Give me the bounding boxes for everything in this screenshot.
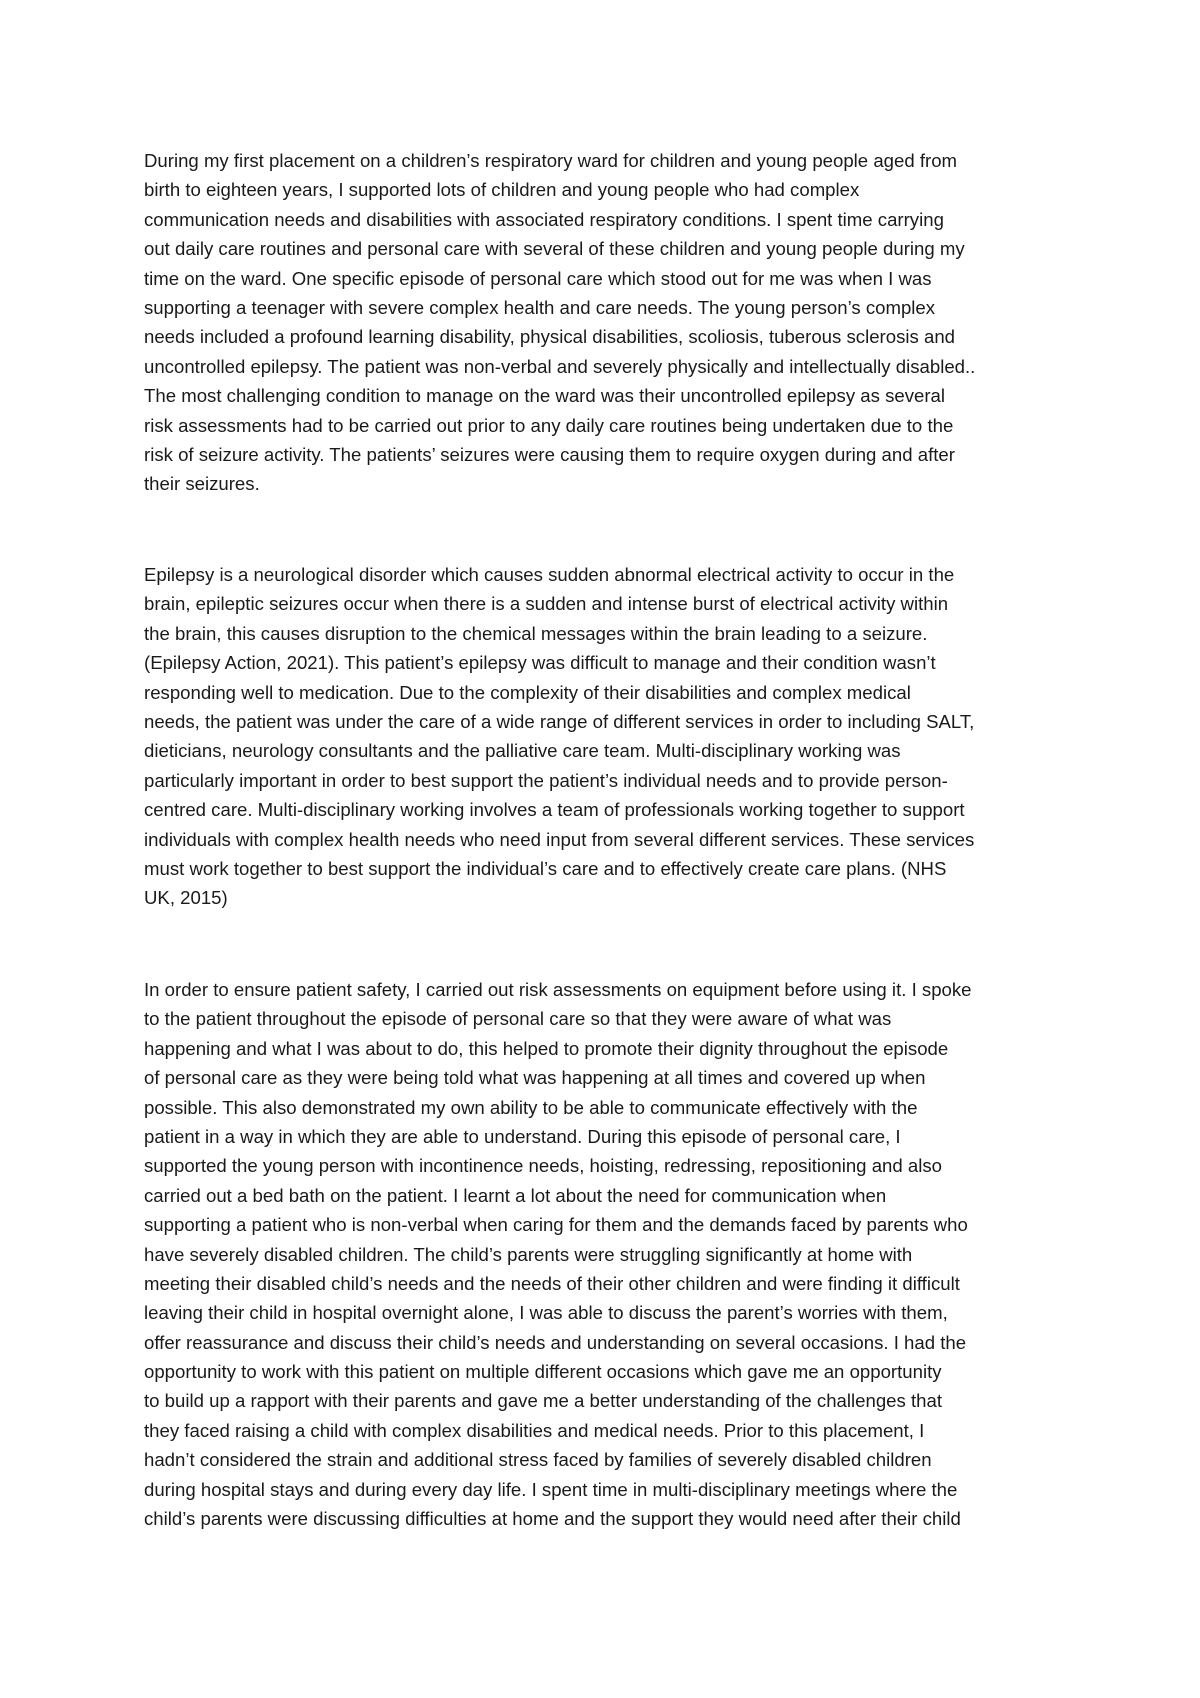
paragraph-patient-safety [144, 975, 1064, 1533]
text-line: have severely disabled children. The child’s parents were struggling significantly at home with [144, 1243, 913, 1265]
text-line: dieticians, neurology consultants and the palliative care team. Multi-disciplinary working was [144, 740, 901, 762]
text-line: risk assessments had to be carried out prior to any daily care routines being undertaken due to the [144, 414, 954, 436]
text-line: of personal care as they were being told what was happening at all times and covered up when [144, 1067, 926, 1089]
text-line: carried out a bed bath on the patient. I learnt a lot about the need for communication when [144, 1184, 887, 1206]
text-line: The most challenging condition to manage on the ward was their uncontrolled epilepsy as several [144, 385, 946, 407]
text-line: particularly important in order to best support the patient’s individual needs and to provide person- [144, 769, 948, 791]
text-line: the brain, this causes disruption to the chemical messages within the brain leading to a seizure. [144, 622, 928, 644]
text-line: Epilepsy is a neurological disorder which causes sudden abnormal electrical activity to occur in the [144, 564, 955, 585]
text-line: brain, epileptic seizures occur when there is a sudden and intense burst of electrical activity within [144, 593, 949, 615]
text-line: UK, 2015) [144, 887, 228, 909]
text-line: child’s parents were discussing difficulties at home and the support they would need after their child [144, 1508, 961, 1530]
text-line: (Epilepsy Action, 2021). This patient’s epilepsy was difficult to manage and their condition wasn’t [144, 652, 936, 674]
text-line: out daily care routines and personal care with several of these children and young people during my [144, 238, 965, 260]
text-line: leaving their child in hospital overnight alone, I was able to discuss the parent’s worries with them, [144, 1302, 948, 1324]
text-line: needs, the patient was under the care of a wide range of different services in order to including SALT, [144, 710, 975, 732]
text-line: supporting a patient who is non-verbal when caring for them and the demands faced by parents who [144, 1214, 968, 1236]
text-line: possible. This also demonstrated my own ability to be able to communicate effectively with the [144, 1096, 918, 1118]
text-line: must work together to best support the individual’s care and to effectively create care plans. (NHS [144, 857, 947, 879]
text-line: happening and what I was about to do, this helped to promote their dignity throughout the episode [144, 1037, 949, 1059]
text-line: hadn’t considered the strain and additional stress faced by families of severely disabled children [144, 1449, 932, 1471]
text-line: they faced raising a child with complex disabilities and medical needs. Prior to this placement, I [144, 1419, 925, 1441]
text-line: uncontrolled epilepsy. The patient was non-verbal and severely physically and intellectually disabled.. [144, 355, 976, 377]
text-line: offer reassurance and discuss their child’s needs and understanding on several occasions. I had the [144, 1331, 967, 1353]
text-line: opportunity to work with this patient on multiple different occasions which gave me an opportunity [144, 1361, 942, 1383]
text-line: communication needs and disabilities with associated respiratory conditions. I spent time carrying [144, 208, 944, 230]
text-line: during hospital stays and during every day life. I spent time in multi-disciplinary meetings where the [144, 1478, 958, 1500]
text-line: patient in a way in which they are able to understand. During this episode of personal care, I [144, 1125, 901, 1147]
text-line: supported the young person with incontinence needs, hoisting, redressing, repositioning and also [144, 1155, 942, 1177]
text-line: needs included a profound learning disability, physical disabilities, scoliosis, tuberous sclerosis and [144, 326, 955, 348]
text-line: supporting a teenager with severe complex health and care needs. The young person’s complex [144, 296, 936, 318]
text-line: In order to ensure patient safety, I carried out risk assessments on equipment before using it. I spoke [144, 979, 972, 1000]
text-line: individuals with complex health needs who need input from several different services. These services [144, 828, 975, 850]
paragraph-placement-overview [144, 146, 1064, 499]
text-line: their seizures. [144, 473, 260, 495]
text-line: time on the ward. One specific episode of personal care which stood out for me was when I was [144, 267, 932, 289]
text-line: risk of seizure activity. The patients’ seizures were causing them to require oxygen during and after [144, 443, 955, 465]
text-line: responding well to medication. Due to the complexity of their disabilities and complex medical [144, 681, 911, 703]
text-line: During my first placement on a children’s respiratory ward for children and young people aged from [144, 150, 958, 171]
text-line: to build up a rapport with their parents and gave me a better understanding of the challenges that [144, 1390, 942, 1412]
text-line: to the patient throughout the episode of personal care so that they were aware of what was [144, 1008, 892, 1030]
text-line: meeting their disabled child’s needs and the needs of their other children and were finding it difficult [144, 1272, 960, 1294]
text-line: centred care. Multi-disciplinary working involves a team of professionals working together to support [144, 799, 965, 821]
paragraph-epilepsy-explanation [144, 560, 1064, 913]
text-line: birth to eighteen years, I supported lots of children and young people who had complex [144, 179, 860, 201]
